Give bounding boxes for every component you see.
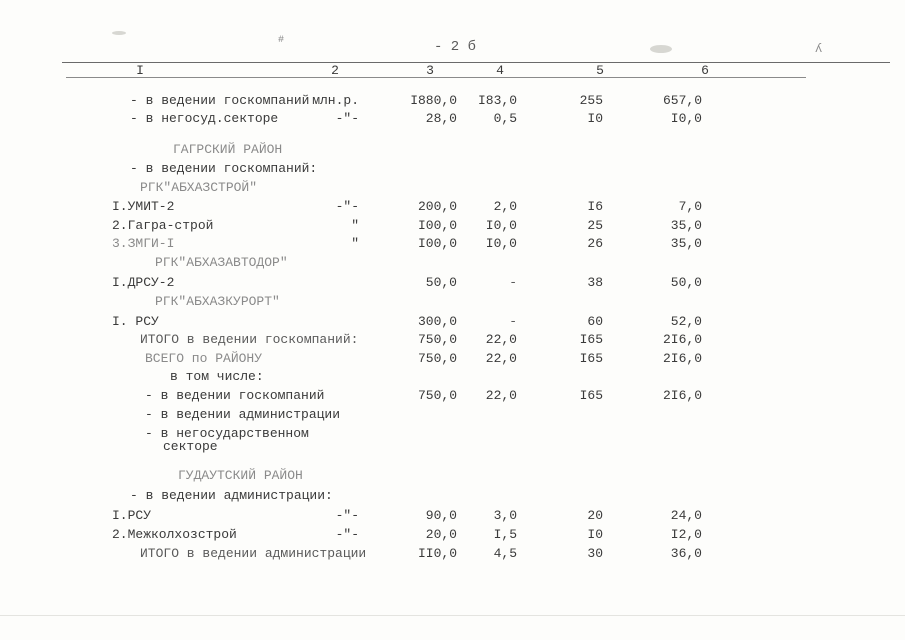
cell-col-4: I0,0 — [485, 236, 517, 251]
cell-col-3: 50,0 — [425, 275, 457, 290]
row-label: I.УМИТ-2 — [112, 199, 175, 214]
cell-col-3: 28,0 — [425, 111, 457, 126]
cell-col-5: 20 — [587, 508, 603, 523]
row-label: - в ведении администрации — [145, 407, 341, 422]
cell-col-5: 255 — [579, 93, 603, 108]
cell-col-4: 4,5 — [493, 546, 517, 561]
row-label: I. РСУ — [112, 314, 159, 329]
row-label: 2.Гагра-строй — [112, 218, 214, 233]
cell-col-4: 22,0 — [485, 388, 517, 403]
row-unit: -"- — [335, 111, 359, 126]
ink-mark: ʎ — [815, 42, 823, 56]
cell-col-6: 657,0 — [662, 93, 702, 108]
row-unit: -"- — [335, 199, 359, 214]
row-label: РГК"АБХАЗАВТОДОР" — [155, 255, 288, 270]
row-label: РГК"АБХАЗКУРОРТ" — [155, 294, 280, 309]
cell-col-5: I6 — [587, 199, 603, 214]
cell-col-4: I,5 — [493, 527, 517, 542]
cell-col-6: 24,0 — [670, 508, 702, 523]
column-header-1: I — [136, 63, 144, 78]
cell-col-4: I0,0 — [485, 218, 517, 233]
cell-col-3: 200,0 — [417, 199, 457, 214]
cell-col-6: 52,0 — [670, 314, 702, 329]
row-label: РГК"АБХАЗСТРОЙ" — [140, 180, 258, 195]
row-label: 2.Межколхозстрой — [112, 527, 237, 542]
row-unit: -"- — [335, 527, 359, 542]
row-label: I.РСУ — [112, 508, 152, 523]
ink-mark: # — [278, 35, 285, 46]
cell-col-4: 3,0 — [493, 508, 517, 523]
row-label: 3.ЗМГИ-I — [112, 236, 175, 251]
cell-col-3: I880,0 — [410, 93, 457, 108]
cell-col-6: 2I6,0 — [662, 351, 702, 366]
cell-col-5: I65 — [579, 388, 603, 403]
cell-col-5: 25 — [587, 218, 603, 233]
header-rule-top — [62, 62, 890, 63]
cell-col-3: I00,0 — [417, 218, 457, 233]
cell-col-3: I00,0 — [417, 236, 457, 251]
cell-col-4: I83,0 — [477, 93, 517, 108]
row-label: ВСЕГО по РАЙОНУ — [145, 351, 263, 366]
cell-col-6: 35,0 — [670, 236, 702, 251]
row-label: ГАГРСКИЙ РАЙОН — [173, 142, 283, 157]
cell-col-5: I65 — [579, 351, 603, 366]
row-label: - в ведении администрации: — [130, 488, 333, 503]
column-header-6: 6 — [701, 63, 709, 78]
cell-col-4: 2,0 — [493, 199, 517, 214]
cell-col-3: 20,0 — [425, 527, 457, 542]
cell-col-4: - — [509, 314, 517, 329]
row-label: секторе — [163, 439, 218, 454]
row-label: - в ведении госкомпаний — [130, 93, 310, 108]
row-label: I.ДРСУ-2 — [112, 275, 175, 290]
cell-col-6: 36,0 — [670, 546, 702, 561]
cell-col-5: 38 — [587, 275, 603, 290]
scan-smudge — [650, 45, 672, 53]
row-label: - в негосуд.секторе — [130, 111, 279, 126]
row-unit: " — [351, 236, 359, 251]
cell-col-5: I0 — [587, 527, 603, 542]
cell-col-6: 7,0 — [678, 199, 702, 214]
cell-col-5: 26 — [587, 236, 603, 251]
row-label: - в ведении госкомпаний: — [130, 161, 318, 176]
cell-col-3: II0,0 — [417, 546, 457, 561]
row-unit: -"- — [335, 508, 359, 523]
cell-col-5: I65 — [579, 332, 603, 347]
cell-col-5: 30 — [587, 546, 603, 561]
row-label: - в негосударственном — [145, 426, 309, 441]
column-header-2: 2 — [331, 63, 339, 78]
row-unit: " — [351, 218, 359, 233]
scan-edge — [0, 615, 905, 616]
cell-col-4: 0,5 — [493, 111, 517, 126]
cell-col-3: 750,0 — [417, 388, 457, 403]
row-label: ГУДАУТСКИЙ РАЙОН — [178, 468, 303, 483]
cell-col-6: I0,0 — [670, 111, 702, 126]
scan-smudge — [112, 31, 126, 35]
row-unit: млн.р. — [312, 93, 359, 108]
cell-col-3: 750,0 — [417, 351, 457, 366]
cell-col-4: 22,0 — [485, 332, 517, 347]
cell-col-5: 60 — [587, 314, 603, 329]
cell-col-6: 50,0 — [670, 275, 702, 290]
cell-col-6: I2,0 — [670, 527, 702, 542]
row-label: в том числе: — [170, 369, 264, 384]
cell-col-6: 35,0 — [670, 218, 702, 233]
row-label: ИТОГО в ведении администрации — [140, 546, 367, 561]
column-header-4: 4 — [496, 63, 504, 78]
page-number: - 2 б — [433, 39, 476, 55]
column-header-3: 3 — [426, 63, 434, 78]
cell-col-6: 2I6,0 — [662, 332, 702, 347]
column-header-5: 5 — [596, 63, 604, 78]
cell-col-6: 2I6,0 — [662, 388, 702, 403]
cell-col-3: 300,0 — [417, 314, 457, 329]
cell-col-5: I0 — [587, 111, 603, 126]
row-label: - в ведении госкомпаний — [145, 388, 325, 403]
cell-col-3: 750,0 — [417, 332, 457, 347]
cell-col-3: 90,0 — [425, 508, 457, 523]
cell-col-4: 22,0 — [485, 351, 517, 366]
cell-col-4: - — [509, 275, 517, 290]
row-label: ИТОГО в ведении госкомпаний: — [140, 332, 359, 347]
